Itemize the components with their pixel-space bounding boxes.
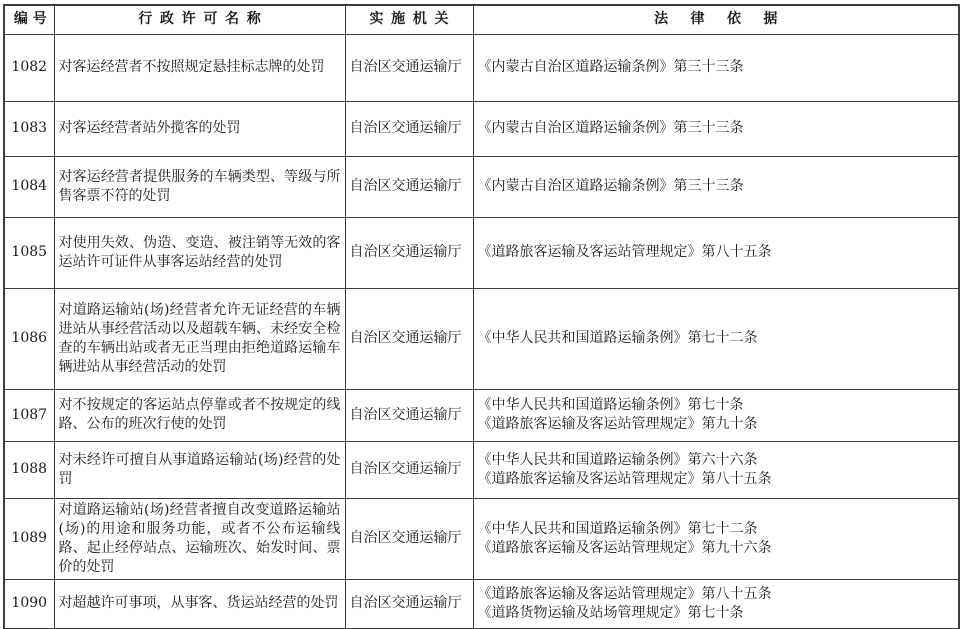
table-row: [4, 389, 959, 441]
permit-name-cell: 对客运经营者提供服务的车辆类型、等级与所售客票不符的处罚: [54, 156, 345, 217]
legal-basis-cell: [473, 441, 959, 498]
agency-cell: 自治区交通运输厅: [345, 101, 473, 156]
legal-basis-line: 《中华人民共和国道路运输条例》第七十二条: [477, 520, 758, 537]
legal-basis-line: 《内蒙古自治区道路运输条例》第三十三条: [477, 178, 744, 194]
legal-basis-line: 《道路货物运输及站场管理规定》第七十条: [477, 604, 744, 621]
permit-name-cell: 对道路运输站(场)经营者允许无证经营的车辆进站从事经营活动以及超载车辆、未经安全检查的车辆出站或者无正当理由拒绝道路运输车辆进站从事经营活动的处罚: [54, 288, 345, 389]
legal-basis-cell: [473, 156, 959, 217]
table-row: [4, 217, 959, 288]
legal-basis-line: 《道路旅客运输及客运站管理规定》第八十五条: [477, 470, 772, 487]
header-id: 编号: [4, 5, 54, 34]
row-id-cell: 1090: [4, 579, 54, 629]
table-row: [4, 34, 959, 101]
legal-basis-line: 《道路旅客运输及客运站管理规定》第八十五条: [477, 585, 772, 602]
permit-name-cell: 对不按规定的客运站点停靠或者不按规定的线路、公布的班次行使的处罚: [54, 389, 345, 441]
table-row: [4, 101, 959, 156]
administrative-permits-table: [3, 4, 960, 629]
legal-basis-cell: [473, 288, 959, 389]
permit-name-cell: 对使用失效、伪造、变造、被注销等无效的客运站许可证件从事客运站经营的处罚: [54, 217, 345, 288]
row-id-cell: 1082: [4, 34, 54, 101]
legal-basis-line: 《道路旅客运输及客运站管理规定》第九十六条: [477, 539, 772, 556]
agency-cell: 自治区交通运输厅: [345, 288, 473, 389]
agency-cell: 自治区交通运输厅: [345, 389, 473, 441]
legal-basis-line: 《道路旅客运输及客运站管理规定》第九十条: [477, 416, 758, 432]
legal-basis-line: 《道路旅客运输及客运站管理规定》第八十五条: [477, 244, 772, 260]
legal-basis-cell: [473, 34, 959, 101]
row-id-cell: 1089: [4, 498, 54, 579]
agency-cell: 自治区交通运输厅: [345, 156, 473, 217]
legal-basis-cell: [473, 217, 959, 288]
agency-cell: 自治区交通运输厅: [345, 34, 473, 101]
row-id-cell: 1086: [4, 288, 54, 389]
legal-basis-cell: [473, 579, 959, 629]
table-row: [4, 441, 959, 498]
legal-basis-line: 《中华人民共和国道路运输条例》第七十条: [477, 397, 744, 413]
legal-basis-cell: [473, 101, 959, 156]
permit-name-cell: 对客运经营者不按照规定悬挂标志牌的处罚: [54, 34, 345, 101]
row-id-cell: 1087: [4, 389, 54, 441]
row-id-cell: 1083: [4, 101, 54, 156]
legal-basis-line: 《中华人民共和国道路运输条例》第七十二条: [477, 330, 758, 346]
table-row: [4, 498, 959, 579]
legal-basis-cell: [473, 498, 959, 579]
table-row: [4, 156, 959, 217]
table-header: [4, 5, 959, 34]
table-row: [4, 288, 959, 389]
agency-cell: 自治区交通运输厅: [345, 498, 473, 579]
table-body: [4, 34, 959, 629]
agency-cell: 自治区交通运输厅: [345, 217, 473, 288]
legal-basis-line: 《内蒙古自治区道路运输条例》第三十三条: [477, 59, 744, 75]
permit-name-cell: 对道路运输站(场)经营者擅自改变道路运输站(场)的用途和服务功能，或者不公布运输线路、起止经停站点、运输班次、始发时间、票价的处罚: [54, 498, 345, 579]
header-legal-basis: 法律依据: [473, 5, 959, 34]
permit-name-cell: 对客运经营者站外揽客的处罚: [54, 101, 345, 156]
legal-basis-line: 《中华人民共和国道路运输条例》第六十六条: [477, 451, 758, 468]
row-id-cell: 1085: [4, 217, 54, 288]
header-permit-name: 行政许可名称: [54, 5, 345, 34]
row-id-cell: 1088: [4, 441, 54, 498]
table-row: [4, 579, 959, 629]
row-id-cell: 1084: [4, 156, 54, 217]
permit-name-cell: 对超越许可事项，从事客、货运站经营的处罚: [54, 579, 345, 629]
agency-cell: 自治区交通运输厅: [345, 441, 473, 498]
legal-basis-line: 《内蒙古自治区道路运输条例》第三十三条: [477, 120, 744, 136]
permit-name-cell: 对未经许可擅自从事道路运输站(场)经营的处罚: [54, 441, 345, 498]
agency-cell: 自治区交通运输厅: [345, 579, 473, 629]
legal-basis-cell: [473, 389, 959, 441]
header-agency: 实施机关: [345, 5, 473, 34]
header-row: [4, 5, 959, 34]
